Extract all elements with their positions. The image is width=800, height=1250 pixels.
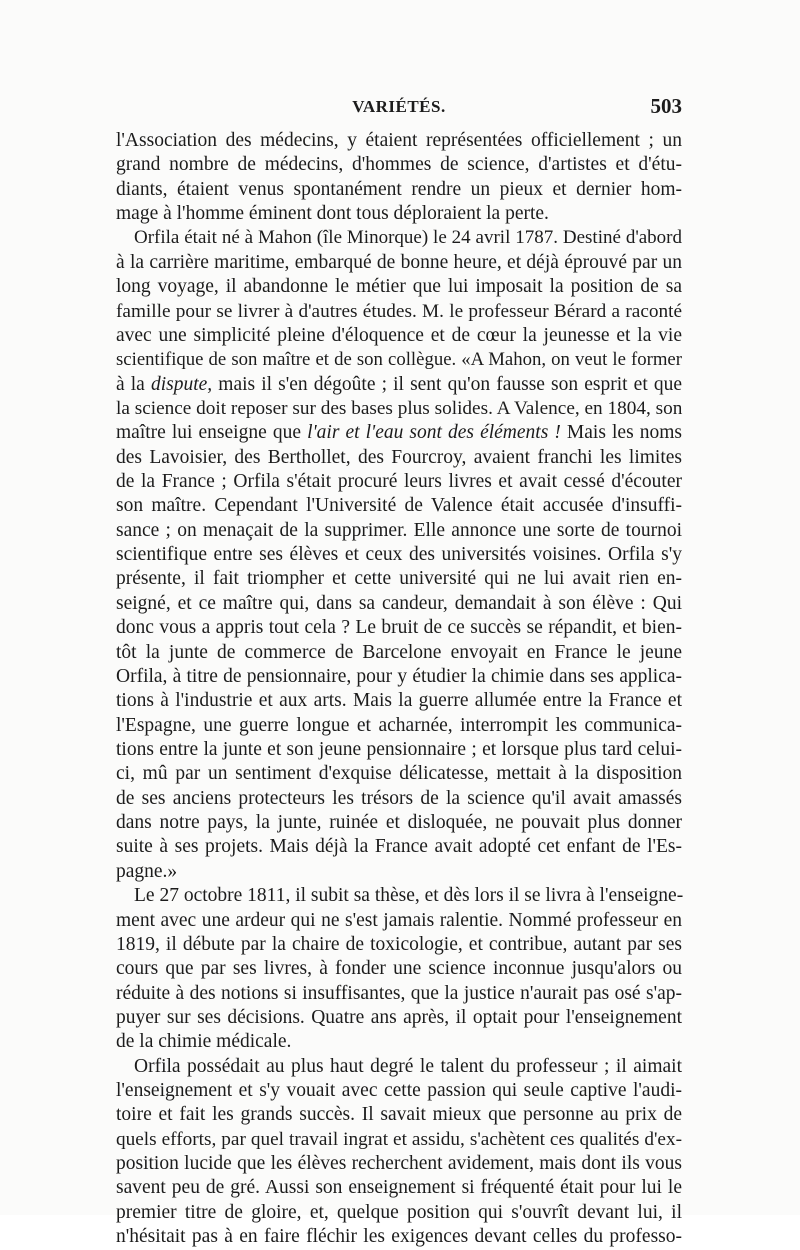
text-line: ment avec une ardeur qui ne s'est jamais ralentie. Nommé professeur en bbox=[116, 909, 682, 931]
paragraph-first-line: Orfila était né à Mahon (île Minorque) le 24 avril 1787. Destiné d'abord bbox=[134, 227, 682, 249]
text-line: grand nombre de médecins, d'hommes de science, d'artistes et d'étu- bbox=[116, 154, 682, 176]
page-number: 503 bbox=[650, 94, 682, 118]
text-line: premier titre de gloire, et, quelque position qui s'ouvrît devant lui, il bbox=[116, 1201, 682, 1223]
text-line: présente, il fait triompher et cette université qui ne lui avait rien en- bbox=[116, 568, 682, 590]
text-line: donc vous a appris tout cela ? Le bruit de ce succès se répandit, et bien- bbox=[116, 617, 682, 639]
text-line: scientifique de son maître et de son collègue. «A Mahon, on veut le former bbox=[116, 349, 682, 371]
text-line: famille pour se livrer à d'autres études. M. le professeur Bérard a raconté bbox=[116, 300, 682, 322]
text-line: dans notre pays, la junte, ruinée et disloquée, ne pouvait plus donner bbox=[116, 812, 682, 834]
text-line: avec une simplicité pleine d'éloquence et de cœur la jeunesse et la vie bbox=[116, 324, 682, 346]
text-line: scientifique entre ses élèves et ceux des universités voisines. Orfila s'y bbox=[116, 544, 682, 566]
text-line: 1819, il débute par la chaire de toxicologie, et contribue, autant par ses bbox=[116, 933, 682, 955]
paragraph-first-line: Le 27 octobre 1811, il subit sa thèse, et dès lors il se livra à l'enseigne- bbox=[134, 885, 684, 907]
text-line: suite à ses projets. Mais déjà la France avait adopté cet enfant de l'Es- bbox=[116, 836, 682, 858]
text-line: de ses anciens protecteurs les trésors de la science qu'il avait amassés bbox=[116, 787, 682, 809]
running-head: VARIÉTÉS. bbox=[352, 97, 446, 116]
page-header bbox=[116, 94, 682, 124]
text-line: puyer sur ses décisions. Quatre ans après, il optait pour l'enseignement bbox=[116, 1006, 682, 1028]
text-line: mage à l'homme éminent dont tous déploraient la perte. bbox=[116, 203, 549, 225]
text-line: seigné, et ce maître qui, dans sa candeur, demandait à son élève : Qui bbox=[116, 592, 682, 614]
text-line: long voyage, il abandonne le métier que lui imposait la position de sa bbox=[116, 276, 682, 298]
text-line: des Lavoisier, des Berthollet, des Fourcroy, avaient franchi les limites bbox=[116, 446, 682, 468]
text-line: cours que par ses livres, à fonder une science inconnue jusqu'alors ou bbox=[116, 958, 682, 980]
text-line: l'Association des médecins, y étaient représentées officiellement ; un bbox=[116, 130, 682, 151]
italic-phrase: l'air et l'eau sont des éléments ! bbox=[307, 422, 561, 444]
text-line: l'enseignement et s'y vouait avec cette passion qui seule captive l'audi- bbox=[116, 1080, 682, 1102]
italic-phrase: dispute, bbox=[150, 373, 213, 395]
text-line: la science doit reposer sur des bases plus solides. A Valence, en 1804, son bbox=[116, 397, 683, 419]
text-line: à la carrière maritime, embarqué de bonne heure, et déjà éprouvé par un bbox=[116, 251, 682, 273]
text-line: n'hésitait pas à en faire fléchir les exigences devant celles du professo- bbox=[116, 1226, 682, 1248]
text-line: Orfila, à titre de pensionnaire, pour y étudier la chimie dans ses applica- bbox=[116, 665, 682, 687]
text-line: ci, mû par un sentiment d'exquise délicatesse, mettait à la disposition bbox=[116, 763, 682, 785]
text-line: diants, étaient venus spontanément rendre un pieux et dernier hom- bbox=[116, 178, 682, 200]
text-line: tions à l'industrie et aux arts. Mais la guerre allumée entre la France et bbox=[116, 690, 682, 712]
text-line: de la chimie médicale. bbox=[116, 1031, 292, 1053]
text-line: réduite à des notions si insuffisantes, que la justice n'aurait pas osé s'ap- bbox=[116, 982, 682, 1004]
text-line: quels efforts, par quel travail ingrat et assidu, s'achètent ces qualités d'ex- bbox=[116, 1128, 682, 1150]
text-line: à la dispute, mais il s'en dégoûte ; il sent qu'on fausse son esprit et que bbox=[116, 373, 683, 395]
text-line: l'Espagne, une guerre longue et acharnée, interrompit les communica- bbox=[116, 714, 682, 736]
text-line: tions entre la junte et son jeune pensionnaire ; et lorsque plus tard celui- bbox=[116, 738, 682, 760]
text-line: pagne.» bbox=[116, 860, 178, 882]
text-line: sance ; on menaçait de la supprimer. Elle annonce une sorte de tournoi bbox=[116, 519, 682, 541]
text-line: son maître. Cependant l'Université de Valence était accusée d'insuffi- bbox=[116, 495, 682, 517]
text-line: savent peu de gré. Aussi son enseignement si fréquenté était pour lui le bbox=[116, 1177, 682, 1199]
text-line: tôt la junte de commerce de Barcelone envoyait en France le jeune bbox=[116, 641, 682, 663]
text-line: toire et fait les grands succès. Il savait mieux que personne au prix de bbox=[116, 1104, 682, 1126]
text-line: de la France ; Orfila s'était procuré leurs livres et avait cessé d'écouter bbox=[116, 471, 682, 493]
text-line: maître lui enseigne que l'air et l'eau sont des éléments ! Mais les noms bbox=[116, 422, 682, 444]
paragraph-first-line: Orfila possédait au plus haut degré le talent du professeur ; il aimait bbox=[134, 1055, 682, 1077]
page-body bbox=[116, 129, 682, 1250]
text-line: position lucide que les élèves recherchent avidement, mais dont ils vous bbox=[116, 1153, 682, 1175]
